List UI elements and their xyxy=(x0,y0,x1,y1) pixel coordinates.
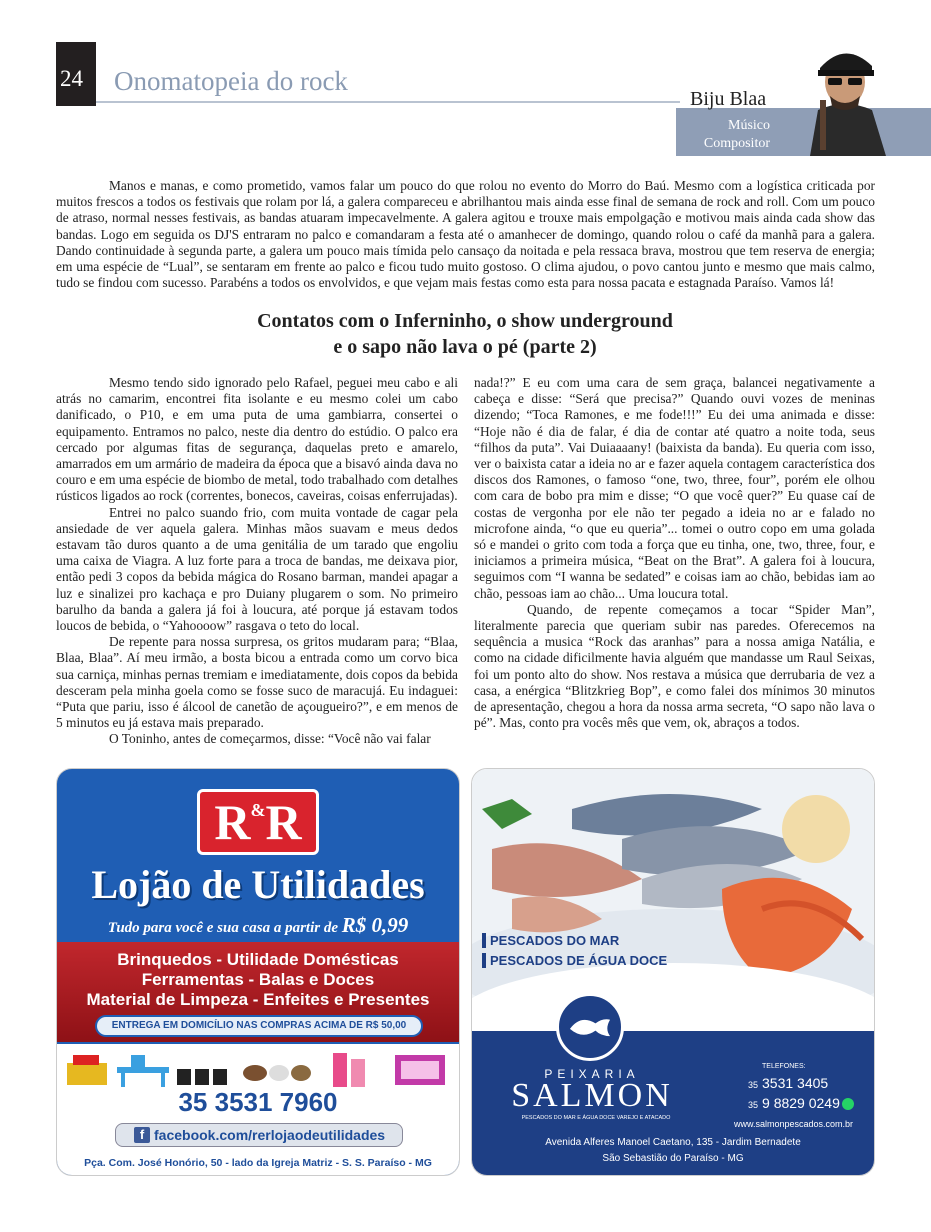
rr-logo-r2: R xyxy=(265,794,302,850)
article-column-left xyxy=(56,375,458,748)
tag-line: PESCADOS DO MAR xyxy=(482,933,682,948)
article-title-line2: e o sapo não lava o pé (parte 2) xyxy=(333,336,597,358)
category-line: Brinquedos - Utilidade Domésticas xyxy=(117,950,399,969)
author-role-line2: Compositor xyxy=(703,136,770,151)
category-line: Material de Limpeza - Enfeites e Presentes xyxy=(86,990,430,1009)
fish-logo-icon xyxy=(556,993,624,1061)
address-line: Avenida Alferes Manoel Caetano, 135 - Jardim Bernadete xyxy=(545,1137,801,1148)
delivery-banner: ENTREGA EM DOMICÍLIO NAS COMPRAS ACIMA DE R$ 50,00 xyxy=(95,1015,423,1037)
brand-name: SALMON xyxy=(511,1077,673,1114)
store-tagline xyxy=(57,913,459,938)
article-paragraph: De repente para nossa surpresa, os gritos mudaram para; “Blaa, Blaa, Blaa”. Aí meu irmão, a bosta bicou a entrada como um corvo bica sua carniça, minhas pernas tremiam e imediatamente, dois copos da bebida desceram pela minha goela como se fosse suco de maracujá. Eu indaguei: “Puta que pariu, isso é álcool de canetão de açougueiro?”, e em menos de 5 minutos eu já estava mais preparado. xyxy=(56,634,458,731)
rr-logo-r1: R xyxy=(214,794,251,850)
toys-image xyxy=(65,1049,453,1089)
store-phone: 35 3531 7960 xyxy=(178,1087,338,1117)
phone-number: 3531 3405 xyxy=(762,1075,829,1091)
article-paragraph: Entrei no palco suando frio, com muita vontade de cagar pela ansiedade de ver aquela galera. Minhas mãos suavam e meus dedos estavam tão duros quanto a de uma genitália de um tarado que engoliu uma caixa de Viagra. A luz forte para a troca de bandas, me deixava pior, então pedi 3 copos da bebida mágica do Rosano barman, mandei apagar a luz e sinalizei pro kachaça e pro Duiany plugarem o som. No primeiro barulho da banda a galera já foi à loucura, até porque já estavam todos loucos de bebida, o “Yahoooow” rasgava o teto do local. xyxy=(56,504,458,634)
store-address: Pça. Com. José Honório, 50 - lado da Igreja Matriz - S. S. Paraíso - MG xyxy=(84,1157,432,1169)
facebook-url: facebook.com/rerlojaodeutilidades xyxy=(154,1127,386,1143)
article-column-right xyxy=(474,375,875,731)
ad-peixaria-salmon xyxy=(471,768,875,1176)
rr-logo-amp: & xyxy=(250,800,266,820)
store-tagline-text: Tudo para você e sua casa a partir de xyxy=(107,920,338,936)
phone-line xyxy=(748,1095,854,1111)
tag-line: PESCADOS DE ÁGUA DOCE xyxy=(482,953,682,968)
page-number: 24 xyxy=(60,66,83,91)
author-name: Biju Blaa xyxy=(690,88,767,110)
website-link[interactable]: www.salmonpescados.com.br xyxy=(734,1119,854,1129)
author-role xyxy=(690,117,770,153)
facebook-icon: f xyxy=(134,1127,150,1143)
intro-paragraph: Manos e manas, e como prometido, vamos falar um pouco do que rolou no evento do Morro do Baú. Mesmo com a logística criticada por muitos frescos a todos os festivais que rolam por lá, a galera compareceu e abrilhantou mais ainda esse final de semana de rock and roll. Com um pouco de atraso, normal nesses festivais, as bandas atuaram impecavelmente. A galera agitou e trouxe mais empolgação e motivou mais ainda cada show das bandas. Logo em seguida os DJ'S entraram no palco e comandaram a festa até o amanhecer de domingo, quando rolou o café da manhã para a galera. Dando continuidade à segunda parte, a galera um pouco mais tímida pelo cansaço da noitada e pela ressaca brava, mostrou que tem reserva de energia; em uma espécie de “Lual”, se sentaram em frente ao palco e ficou tudo muito gostoso. O clima ajudou, o povo cantou junto e mesmo que mais calmo, tudo se findou com sucesso. Parabéns a todos os envolvidos, e que vejam mais festas como esta para nossa pacata e estagnada Paraíso. Vamos lá! xyxy=(56,178,875,291)
store-name: Lojão de Utilidades xyxy=(91,862,425,907)
article-title-line1: Contatos com o Inferninho, o show underground xyxy=(257,310,673,332)
category-line: Ferramentas - Balas e Doces xyxy=(141,970,375,989)
header-divider xyxy=(96,101,680,103)
rr-logo xyxy=(197,789,319,855)
article-paragraph: O Toninho, antes de começarmos, disse: “Você não vai falar xyxy=(109,731,431,747)
brand-prefix: PEIXARIA xyxy=(544,1067,640,1081)
facebook-link[interactable] xyxy=(115,1123,403,1147)
ad-lojao-utilidades xyxy=(56,768,460,1176)
article-paragraph: Mesmo tendo sido ignorado pelo Rafael, peguei meu cabo e ali atrás no camarim, encontrei fita isolante e eu mesmo colei um cabo danificado, o P10, e em uma puta de uma gambiarra, consertei o equipamento. Entramos no palco, neste dia dentro do estúdio. O palco era cercado por algumas fitas de segurança, daquelas preto e amarelo, amarrados em um armário de madeira da época que a bisavó ainda dava no couro e em uma espécie de biombo de metal, todo trabalhado com detalhes rústicos ligados ao rock (correntes, bonecos, caveiras, coisas enferrujadas). xyxy=(56,375,458,504)
article-title xyxy=(100,308,830,360)
store-price: R$ 0,99 xyxy=(341,913,409,937)
phone-ddd: 35 xyxy=(748,1100,759,1110)
author-photo xyxy=(790,40,900,156)
address-line: São Sebastião do Paraíso - MG xyxy=(602,1153,744,1164)
article-paragraph: Quando, de repente começamos a tocar “Spider Man”, literalmente parecia que queriam subir nas paredes. Oferecemos na sequência a musica “Rock das aranhas” para a nossa amiga Natália, e como na cidade dificilmente havia alguém que mandasse um Raul Seixas, foi um ponto alto do show. Nos restava a música que derrubaria de vez a casa, a enérgica “Blitzkrieg Bop”, e como falei dos mínimos 30 minutos de apresentação, chegou a hora da nossa arma secreta, “O sapo não lava o pé”. Mas, conto pra vocês mês que vem, ok, abraços a todos. xyxy=(474,601,875,731)
phone-line xyxy=(748,1075,828,1091)
author-role-line1: Músico xyxy=(728,118,770,133)
phone-number: 9 8829 0249 xyxy=(762,1095,840,1111)
phones-label: TELEFONES: xyxy=(762,1063,806,1070)
phone-ddd: 35 xyxy=(748,1080,759,1090)
brand-subtitle: PESCADOS DO MAR E ÁGUA DOCE VAREJO E ATACADO xyxy=(521,1115,671,1121)
section-title: Onomatopeia do rock xyxy=(114,66,348,96)
article-paragraph-continued: nada!?” E eu com uma cara de sem graça, balancei negativamente a cabeça e disse: “Será que precisa?” Quando ouvi vozes de meninas dizendo; “Toca Ramones, e me fode!!!” Eu dei uma animada e disse: “Hoje não é dia de falar, é dia de contar até quatro a noite toda, seus “filhos da puta”. Vai Duiaaaany! (baixista da banda). Eu queria com isso, ver o baixista catar a ideia no ar e fazer aquela contagem característica dos discos dos Ramones, o famoso “one, two, three, four”, porém ele olhou com cara de bobo pra mim e disse; “O que você quer?” Eu quase caí de costas de vergonha por ele não ter pegado a ideia no ar e falado no microfone ainda, “o que eu queria”... tomei o outro copo em uma golada só e mandei o grito com toda a força que eu tinha, one, two, three, four, e iniciamos a primeira música, “Beat on the Brat”. A galera foi à loucura, seguimos com “I wanna be sedated” e coisas iam ao chão, bebidas iam ao chão, pessoas iam ao chão... Uma loucura total. xyxy=(474,375,875,601)
whatsapp-icon xyxy=(842,1098,854,1110)
